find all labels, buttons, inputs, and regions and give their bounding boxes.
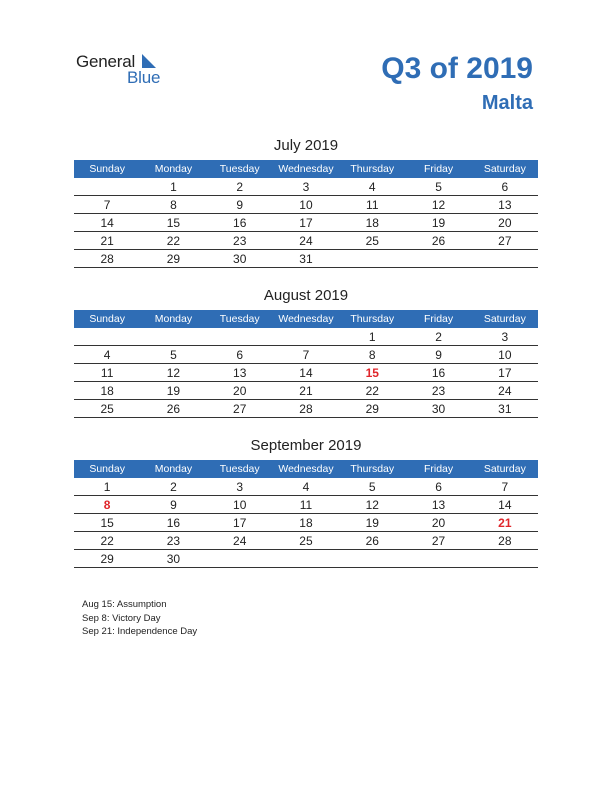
holiday-notes [82, 598, 197, 639]
weekday-label: Thursday [350, 313, 395, 325]
day-cell: 13 [431, 497, 446, 512]
day-cell: 26 [431, 233, 446, 248]
weekday-label: Monday [154, 313, 193, 325]
day-cell: 7 [302, 347, 310, 362]
weekday-label: Monday [154, 163, 193, 175]
month-september [74, 438, 538, 568]
day-cell: 10 [498, 347, 512, 362]
day-cell: 20 [233, 383, 247, 398]
day-cell: 20 [431, 515, 446, 530]
week-row [74, 514, 538, 532]
day-cell: 24 [233, 533, 247, 548]
day-cell: 23 [166, 533, 181, 548]
weekday-label: Tuesday [219, 163, 260, 175]
day-cell: 9 [435, 347, 442, 362]
week-row [74, 178, 538, 196]
day-cell: 18 [365, 215, 379, 230]
weekday-label: Wednesday [278, 463, 334, 475]
day-cell: 7 [501, 479, 509, 494]
day-cell: 18 [100, 383, 114, 398]
day-cell: 19 [431, 215, 446, 230]
country-name: Malta [481, 92, 533, 114]
day-cell: 9 [236, 197, 244, 212]
day-cell: 12 [365, 497, 379, 512]
day-cell: 2 [236, 179, 244, 194]
day-cell: 30 [233, 251, 247, 266]
day-cell: 16 [431, 365, 446, 380]
week-row [74, 382, 538, 400]
day-cell: 17 [498, 365, 512, 380]
logo-triangle-icon [142, 54, 156, 68]
day-cell: 2 [435, 329, 442, 344]
day-cell: 23 [233, 233, 247, 248]
weekday-label: Thursday [350, 463, 395, 475]
day-cell: 1 [368, 329, 376, 344]
day-cell: 24 [498, 383, 512, 398]
day-cell: 13 [233, 365, 247, 380]
day-cell: 29 [100, 551, 114, 566]
day-cell: 26 [365, 533, 379, 548]
day-cell: 6 [236, 347, 244, 362]
day-cell: 30 [431, 401, 446, 416]
day-cell: 3 [236, 479, 244, 494]
weekday-label: Thursday [350, 163, 395, 175]
day-cell: 14 [498, 497, 512, 512]
day-cell: 9 [170, 497, 177, 512]
day-cell: 12 [166, 365, 181, 380]
day-cell: 28 [299, 401, 313, 416]
month-august [74, 288, 538, 418]
day-cell: 19 [365, 515, 379, 530]
day-cell: 27 [431, 533, 446, 548]
weekday-label: Tuesday [219, 463, 260, 475]
day-cell: 20 [498, 215, 512, 230]
logo-text-blue: Blue [127, 68, 161, 87]
day-cell: 30 [166, 551, 181, 566]
day-cell: 5 [170, 347, 177, 362]
day-cell: 25 [299, 533, 313, 548]
day-cell: 17 [233, 515, 247, 530]
weekday-label: Monday [154, 463, 193, 475]
day-cell: 4 [103, 347, 111, 362]
day-cell: 23 [431, 383, 446, 398]
week-row [74, 532, 538, 550]
day-cell: 10 [233, 497, 247, 512]
holiday-note: Sep 8: Victory Day [82, 612, 161, 624]
holiday-day-cell: 15 [365, 365, 379, 380]
day-cell: 16 [166, 515, 181, 530]
weekday-label: Wednesday [278, 313, 334, 325]
day-cell: 26 [166, 401, 181, 416]
day-cell: 2 [170, 479, 177, 494]
day-cell: 13 [498, 197, 512, 212]
day-cell: 14 [100, 215, 114, 230]
week-row [74, 364, 538, 382]
day-cell: 7 [103, 197, 111, 212]
day-cell: 18 [299, 515, 313, 530]
weekday-header-row [74, 310, 538, 328]
weekday-label: Friday [423, 313, 454, 325]
day-cell: 6 [435, 479, 442, 494]
day-cell: 25 [365, 233, 379, 248]
weekday-label: Friday [423, 463, 454, 475]
day-cell: 14 [299, 365, 313, 380]
holiday-day-cell: 8 [103, 497, 111, 512]
day-cell: 6 [501, 179, 509, 194]
week-row [74, 496, 538, 514]
weekday-label: Wednesday [278, 163, 334, 175]
day-cell: 1 [103, 479, 111, 494]
month-title: August 2019 [263, 287, 349, 304]
day-cell: 11 [100, 365, 114, 380]
weekday-header-row [74, 160, 538, 178]
day-cell: 31 [299, 251, 313, 266]
day-cell: 4 [302, 479, 310, 494]
weekday-label: Sunday [89, 463, 125, 475]
day-cell: 8 [170, 197, 177, 212]
week-row [74, 550, 538, 568]
day-cell: 28 [100, 251, 114, 266]
page-title: Q3 of 2019 [381, 52, 533, 85]
day-cell: 8 [368, 347, 376, 362]
month-title: September 2019 [250, 437, 362, 454]
day-cell: 15 [100, 515, 114, 530]
day-cell: 29 [166, 251, 181, 266]
day-cell: 27 [498, 233, 512, 248]
day-cell: 28 [498, 533, 512, 548]
day-cell: 22 [365, 383, 379, 398]
day-cell: 16 [233, 215, 247, 230]
week-row [74, 400, 538, 418]
week-row [74, 328, 538, 346]
week-row [74, 196, 538, 214]
day-cell: 22 [166, 233, 181, 248]
day-cell: 4 [368, 179, 376, 194]
weekday-label: Saturday [483, 163, 526, 175]
day-cell: 3 [302, 179, 310, 194]
day-cell: 11 [299, 497, 313, 512]
day-cell: 10 [299, 197, 313, 212]
brand-logo [76, 52, 176, 92]
weekday-label: Sunday [89, 313, 125, 325]
day-cell: 15 [166, 215, 181, 230]
day-cell: 29 [365, 401, 379, 416]
day-cell: 22 [100, 533, 114, 548]
day-cell: 27 [233, 401, 247, 416]
day-cell: 5 [435, 179, 442, 194]
week-row [74, 346, 538, 364]
day-cell: 19 [166, 383, 181, 398]
weekday-label: Saturday [483, 463, 526, 475]
day-cell: 5 [368, 479, 376, 494]
weekday-label: Sunday [89, 163, 125, 175]
day-cell: 11 [366, 197, 379, 212]
day-cell: 1 [170, 179, 177, 194]
day-cell: 25 [100, 401, 114, 416]
day-cell: 21 [299, 383, 313, 398]
holiday-note: Sep 21: Independence Day [82, 626, 198, 637]
month-title: July 2019 [273, 137, 339, 154]
month-july [74, 138, 538, 268]
logo-text-general: General [76, 52, 136, 71]
week-row [74, 232, 538, 250]
weekday-label: Tuesday [219, 313, 260, 325]
weekday-header-row [74, 460, 538, 478]
day-cell: 12 [431, 197, 446, 212]
day-cell: 17 [299, 215, 313, 230]
day-cell: 24 [299, 233, 313, 248]
weekday-label: Friday [423, 163, 454, 175]
holiday-note: Aug 15: Assumption [82, 599, 167, 610]
week-row [74, 250, 538, 268]
day-cell: 21 [100, 233, 114, 248]
day-cell: 3 [501, 329, 509, 344]
day-cell: 31 [498, 401, 512, 416]
holiday-day-cell: 21 [498, 515, 512, 530]
weekday-label: Saturday [483, 313, 526, 325]
week-row [74, 478, 538, 496]
week-row [74, 214, 538, 232]
